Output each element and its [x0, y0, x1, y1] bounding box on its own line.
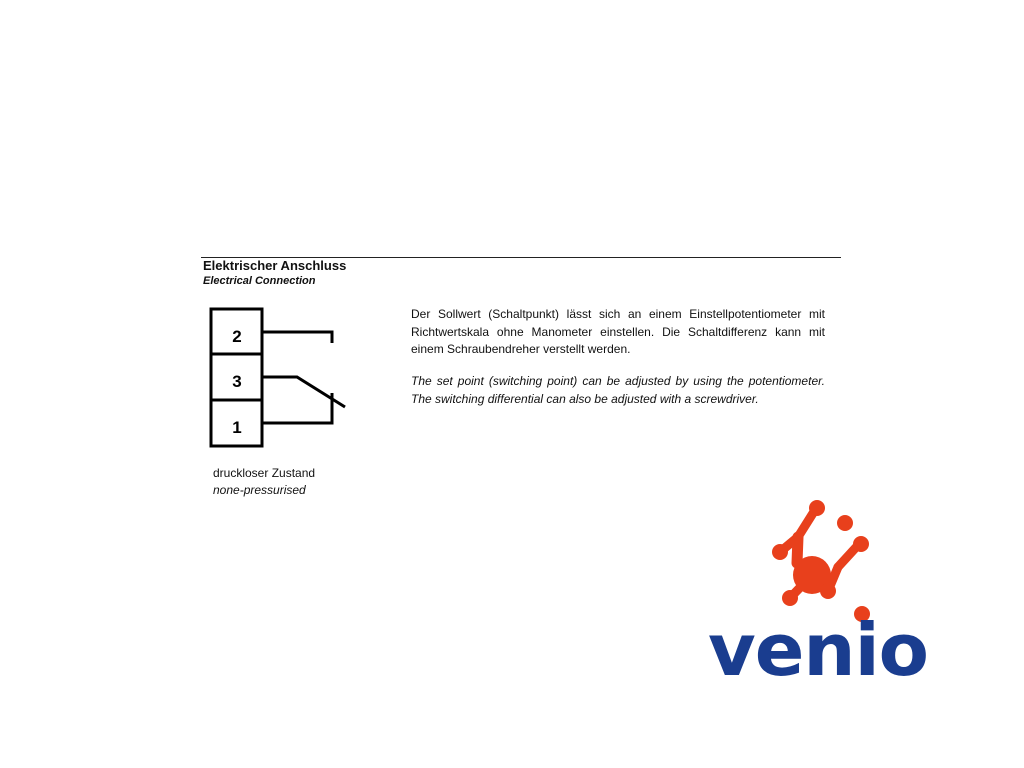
logo-wordmark: venio [708, 608, 928, 690]
wire-terminal-2 [262, 332, 332, 343]
diagram-caption: druckloser Zustand [213, 466, 316, 480]
description-german: Der Sollwert (Schaltpunkt) lässt sich an einem Einstellpotentiometer mit Richtwertskala ohne Manometer einstellen. Die Schaltdifferenz kann mit einem Schraubendreher verstellt werden. [411, 307, 825, 356]
section-title: Elektrischer Anschluss [203, 258, 347, 273]
terminal-label-1: 1 [232, 418, 242, 437]
terminal-label-2: 2 [232, 327, 242, 346]
venio-logo [700, 495, 940, 690]
section-subtitle: Electrical Connection [203, 275, 316, 287]
logo-molecule-icon [772, 500, 870, 622]
electrical-connection-diagram [205, 303, 355, 453]
description-english: The set point (switching point) can be adjusted by using the potentiometer. The switching differential can also be adjusted with a screwdriver. [411, 374, 825, 406]
diagram-caption-english: none-pressurised [213, 483, 306, 497]
wire-terminal-1 [262, 393, 332, 423]
terminal-label-3: 3 [232, 372, 242, 391]
